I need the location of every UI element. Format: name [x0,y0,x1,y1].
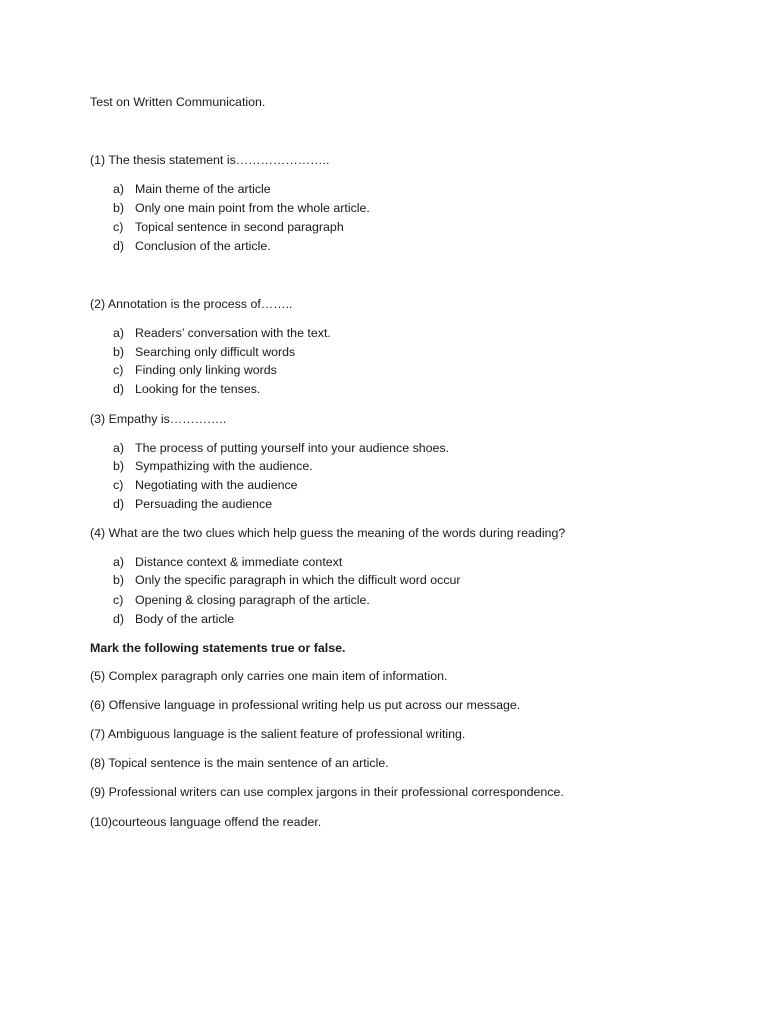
option-label: a) [113,326,125,340]
statement-10: (10)courteous language offend the reader. [90,815,322,829]
option-text: Body of the article [135,612,235,626]
option-text: Searching only difficult words [135,345,296,359]
option-label: b) [113,201,125,215]
option-label: b) [113,459,125,473]
option-text: The process of putting yourself into your audience shoes. [135,441,450,455]
option-text: Distance context & immediate context [135,555,343,569]
option-label: a) [113,182,125,196]
option-text: Main theme of the article [135,182,271,196]
option-text: Opening & closing paragraph of the article. [135,593,370,607]
option-label: c) [113,593,124,607]
option-text: Topical sentence in second paragraph [135,220,344,234]
question-1-option-a [113,181,271,197]
statement-8: (8) Topical sentence is the main sentence of an article. [90,756,389,770]
question-2-option-b [113,344,295,360]
option-text: Sympathizing with the audience. [135,459,313,473]
question-4-prompt: (4) What are the two clues which help guess the meaning of the words during reading? [90,526,566,540]
question-4-option-a [113,554,342,570]
question-3-option-c [113,477,298,493]
question-4-option-c [113,592,370,608]
option-label: d) [113,239,125,253]
option-text: Only the specific paragraph in which the difficult word occur [135,573,461,587]
question-1-prompt: (1) The thesis statement is………………….. [90,153,330,167]
question-3-option-a [113,440,449,456]
option-label: a) [113,441,125,455]
question-2-option-c [113,362,277,378]
question-3-option-b [113,458,313,474]
option-text: Finding only linking words [135,363,277,377]
statement-6: (6) Offensive language in professional writing help us put across our message. [90,698,521,712]
question-2-option-a [113,325,331,341]
option-label: d) [113,497,125,511]
question-1-option-c [113,219,344,235]
option-text: Persuading the audience [135,497,273,511]
question-2-option-d [113,381,260,397]
option-label: c) [113,220,124,234]
statement-9: (9) Professional writers can use complex jargons in their professional correspondence. [90,785,564,799]
question-1-option-d [113,238,271,254]
option-text: Only one main point from the whole article. [135,201,370,215]
option-label: b) [113,573,125,587]
option-label: a) [113,555,125,569]
option-text: Negotiating with the audience [135,478,298,492]
statement-5: (5) Complex paragraph only carries one main item of information. [90,669,448,683]
option-text: Readers’ conversation with the text. [135,326,331,340]
question-3-prompt: (3) Empathy is………….. [90,412,227,426]
section-heading: Mark the following statements true or false. [90,641,346,655]
question-2-prompt: (2) Annotation is the process of…….. [90,297,293,311]
document-title: Test on Written Communication. [90,95,266,109]
option-label: c) [113,478,124,492]
option-text: Looking for the tenses. [135,382,261,396]
question-1-option-b [113,200,370,216]
question-4-option-b [113,572,461,588]
option-label: c) [113,363,124,377]
option-label: d) [113,382,125,396]
option-label: b) [113,345,125,359]
option-label: d) [113,612,125,626]
statement-7: (7) Ambiguous language is the salient feature of professional writing. [90,727,466,741]
option-text: Conclusion of the article. [135,239,271,253]
question-4-option-d [113,611,234,627]
question-3-option-d [113,496,272,512]
